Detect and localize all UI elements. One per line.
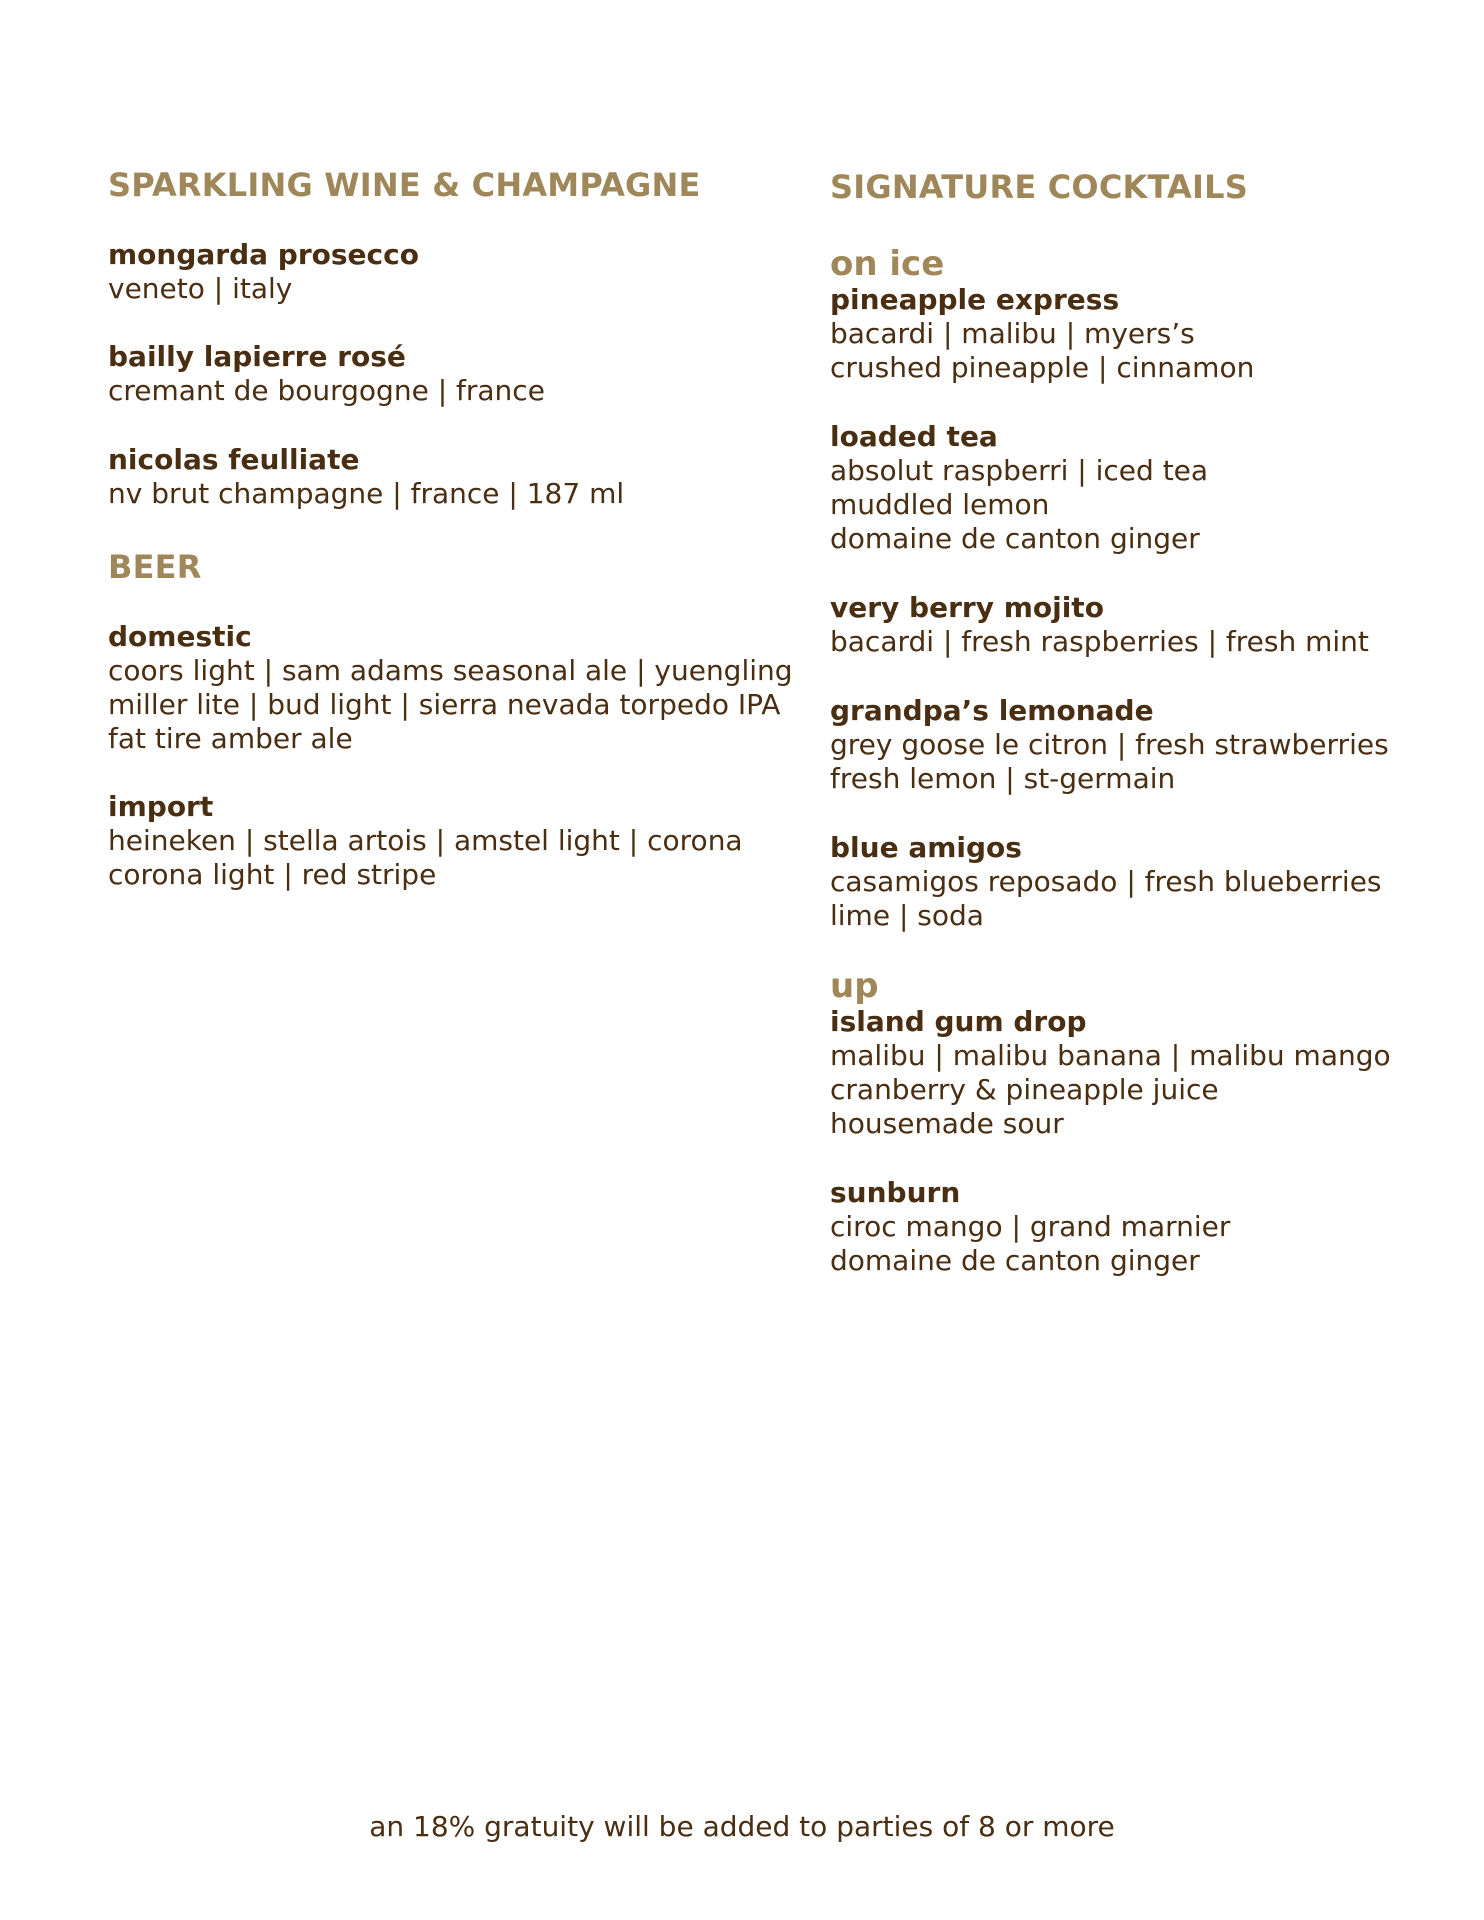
- menu-item: [830, 420, 1208, 556]
- menu-item: [830, 591, 1369, 659]
- menu-item: [830, 283, 1254, 385]
- item-description: coors light | sam adams seasonal ale | yuengling: [108, 654, 793, 687]
- item-description: domaine de canton ginger: [830, 1244, 1200, 1277]
- item-description: corona light | red stripe: [108, 858, 437, 891]
- item-name: bailly lapierre rosé: [108, 340, 406, 373]
- item-description: casamigos reposado | fresh blueberries: [830, 865, 1382, 898]
- item-description: ciroc mango | grand marnier: [830, 1210, 1231, 1243]
- item-description: housemade sour: [830, 1107, 1064, 1140]
- menu-item: [108, 443, 624, 511]
- item-description: cranberry & pineapple juice: [830, 1073, 1219, 1106]
- menu-item: [830, 831, 1382, 933]
- item-description: absolut raspberri | iced tea: [830, 454, 1209, 487]
- menu-item: [108, 620, 793, 756]
- item-name: very berry mojito: [830, 591, 1104, 624]
- item-name: import: [108, 790, 214, 823]
- section-title-signature-cocktails: SIGNATURE COCKTAILS: [830, 168, 1248, 206]
- item-description: fresh lemon | st-germain: [830, 762, 1176, 795]
- item-name: grandpa’s lemonade: [830, 694, 1154, 727]
- item-name: nicolas feulliate: [108, 443, 360, 476]
- section-title-sparkling: SPARKLING WINE & CHAMPAGNE: [108, 166, 701, 204]
- menu-item: [108, 790, 743, 892]
- subsection-title-up: up: [830, 966, 879, 1006]
- item-name: sunburn: [830, 1176, 961, 1209]
- item-description: muddled lemon: [830, 488, 1050, 521]
- item-name: pineapple express: [830, 283, 1120, 316]
- item-description: grey goose le citron | fresh strawberries: [830, 728, 1389, 761]
- item-description: domaine de canton ginger: [830, 522, 1200, 555]
- item-name: island gum drop: [830, 1005, 1087, 1038]
- item-name: domestic: [108, 620, 252, 653]
- menu-item: [830, 694, 1389, 796]
- item-description: lime | soda: [830, 899, 984, 932]
- item-name: mongarda prosecco: [108, 238, 419, 271]
- item-description: bacardi | malibu | myers’s: [830, 317, 1195, 350]
- item-name: loaded tea: [830, 420, 998, 453]
- item-description: veneto | italy: [108, 272, 293, 305]
- menu-item: [108, 340, 545, 408]
- menu-item: [830, 1176, 1230, 1278]
- gratuity-note: an 18% gratuity will be added to parties of 8 or more: [369, 1810, 1115, 1843]
- subsection-title-on-ice: on ice: [830, 244, 945, 284]
- item-description: cremant de bourgogne | france: [108, 374, 545, 407]
- item-description: bacardi | fresh raspberries | fresh mint: [830, 625, 1369, 658]
- menu-item: [830, 1005, 1391, 1141]
- item-description: heineken | stella artois | amstel light | corona: [108, 824, 743, 857]
- item-description: fat tire amber ale: [108, 722, 353, 755]
- item-name: blue amigos: [830, 831, 1022, 864]
- item-description: malibu | malibu banana | malibu mango: [830, 1039, 1391, 1072]
- item-description: nv brut champagne | france | 187 ml: [108, 477, 625, 510]
- item-description: crushed pineapple | cinnamon: [830, 351, 1255, 384]
- section-title-beer: BEER: [108, 548, 202, 586]
- item-description: miller lite | bud light | sierra nevada torpedo IPA: [108, 688, 781, 721]
- menu-item: [108, 238, 419, 306]
